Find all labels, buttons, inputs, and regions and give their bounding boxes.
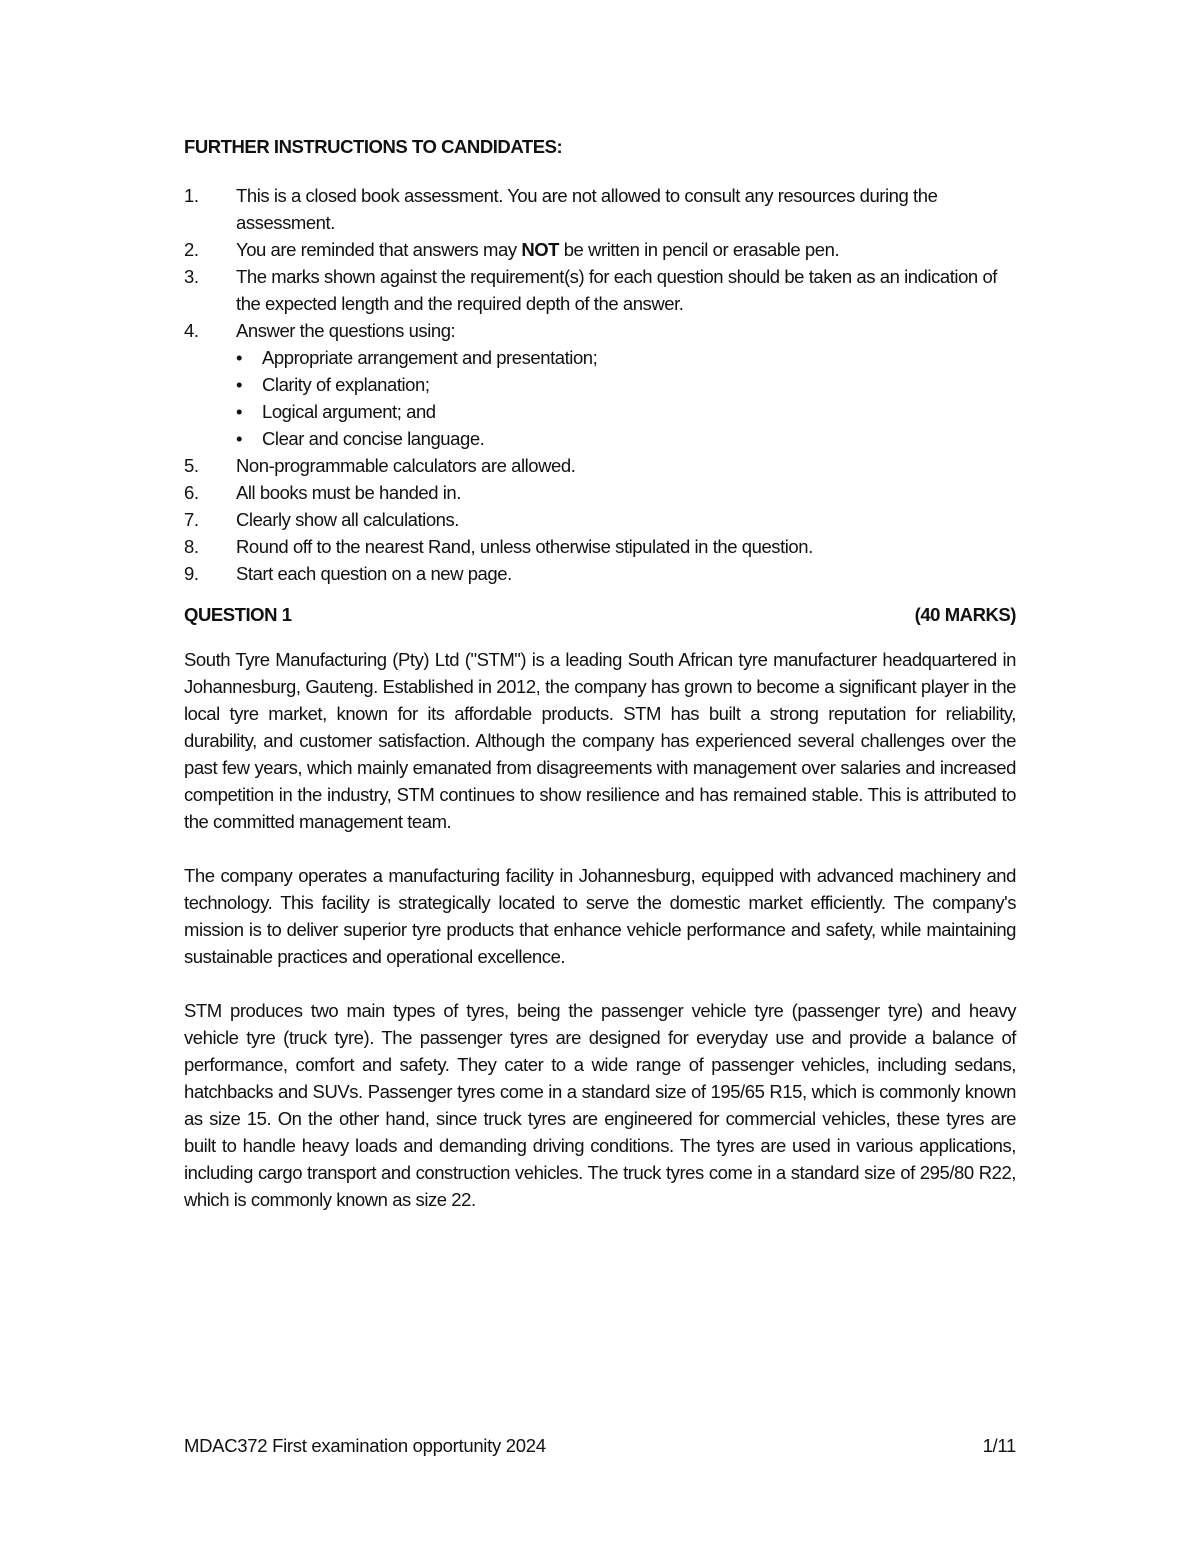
instruction-text-before: You are reminded that answers may bbox=[236, 239, 522, 260]
instruction-item bbox=[184, 560, 1016, 587]
instruction-number: 8. bbox=[184, 536, 199, 557]
instruction-number: 6. bbox=[184, 482, 199, 503]
instruction-bullet-list bbox=[236, 344, 1016, 452]
question-header bbox=[184, 601, 1016, 628]
page-number: 1/11 bbox=[982, 1435, 1016, 1456]
instruction-text: Round off to the nearest Rand, unless otherwise stipulated in the question. bbox=[236, 536, 813, 557]
instruction-text: Start each question on a new page. bbox=[236, 563, 512, 584]
instruction-number: 2. bbox=[184, 239, 199, 260]
page-footer bbox=[184, 1435, 1016, 1457]
instruction-text: Non-programmable calculators are allowed. bbox=[236, 455, 576, 476]
bullet-item: • Clarity of explanation; bbox=[236, 371, 1016, 398]
question-paragraph: South Tyre Manufacturing (Pty) Ltd ("STM") is a leading South African tyre manufacturer headquartered in Johannesburg, Gauteng. Established in 2012, the company has grown to become a significant player in the local tyre market, known for its affordable products. STM has built a strong reputation for reliability, durability, and customer satisfaction. Although the company has experienced several challenges over the past few years, which mainly emanated from disagreements with management over salaries and increased competition in the industry, STM continues to show resilience and has remained stable. This is attributed to the committed management team. bbox=[184, 649, 1016, 832]
instructions-list bbox=[184, 182, 1016, 587]
instruction-number: 7. bbox=[184, 509, 199, 530]
instruction-item bbox=[184, 263, 1016, 317]
bullet-item: • Appropriate arrangement and presentation; bbox=[236, 344, 1016, 371]
instruction-item bbox=[184, 452, 1016, 479]
page-content bbox=[184, 133, 1016, 1240]
instruction-item bbox=[184, 182, 1016, 236]
instruction-text: This is a closed book assessment. You are not allowed to consult any resources during the assessment. bbox=[236, 185, 938, 233]
question-title: QUESTION 1 bbox=[184, 604, 292, 625]
instruction-text-emphasis: NOT bbox=[521, 239, 560, 260]
instruction-number: 1. bbox=[184, 185, 199, 206]
question-paragraph: STM produces two main types of tyres, being the passenger vehicle tyre (passenger tyre) and heavy vehicle tyre (truck tyre). The passenger tyres are designed for everyday use and provide a balance of performance, comfort and safety. They cater to a wide range of passenger vehicles, including sedans, hatchbacks and SUVs. Passenger tyres come in a standard size of 195/65 R15, which is commonly known as size 15. On the other hand, since truck tyres are engineered for commercial vehicles, these tyres are built to handle heavy loads and demanding driving conditions. The tyres are used in various applications, including cargo transport and construction vehicles. The truck tyres come in a standard size of 295/80 R22, which is commonly known as size 22. bbox=[184, 1000, 1016, 1210]
bullet-item: • Clear and concise language. bbox=[236, 425, 1016, 452]
instruction-number: 9. bbox=[184, 563, 199, 584]
question-marks: (40 MARKS) bbox=[914, 604, 1016, 625]
instruction-text-after: be written in pencil or erasable pen. bbox=[559, 239, 840, 260]
footer-exam-label: MDAC372 First examination opportunity 2024 bbox=[184, 1435, 546, 1456]
instruction-text: Answer the questions using: bbox=[236, 320, 456, 341]
question-paragraph: The company operates a manufacturing facility in Johannesburg, equipped with advanced machinery and technology. This facility is strategically located to serve the domestic market efficiently. The company's mission is to deliver superior tyre products that enhance vehicle performance and safety, while maintaining sustainable practices and operational excellence. bbox=[184, 865, 1016, 967]
instruction-item bbox=[184, 506, 1016, 533]
instruction-item bbox=[184, 236, 1016, 263]
instruction-text: Clearly show all calculations. bbox=[236, 509, 459, 530]
instruction-number: 5. bbox=[184, 455, 199, 476]
instruction-number: 4. bbox=[184, 320, 199, 341]
instruction-number: 3. bbox=[184, 266, 199, 287]
instruction-item bbox=[184, 317, 1016, 452]
instruction-item bbox=[184, 533, 1016, 560]
instruction-text: All books must be handed in. bbox=[236, 482, 461, 503]
instruction-item bbox=[184, 479, 1016, 506]
bullet-item: • Logical argument; and bbox=[236, 398, 1016, 425]
instructions-heading: FURTHER INSTRUCTIONS TO CANDIDATES: bbox=[184, 136, 563, 157]
instruction-text: The marks shown against the requirement(s) for each question should be taken as an indication of the expected length and the required depth of the answer. bbox=[236, 266, 997, 314]
